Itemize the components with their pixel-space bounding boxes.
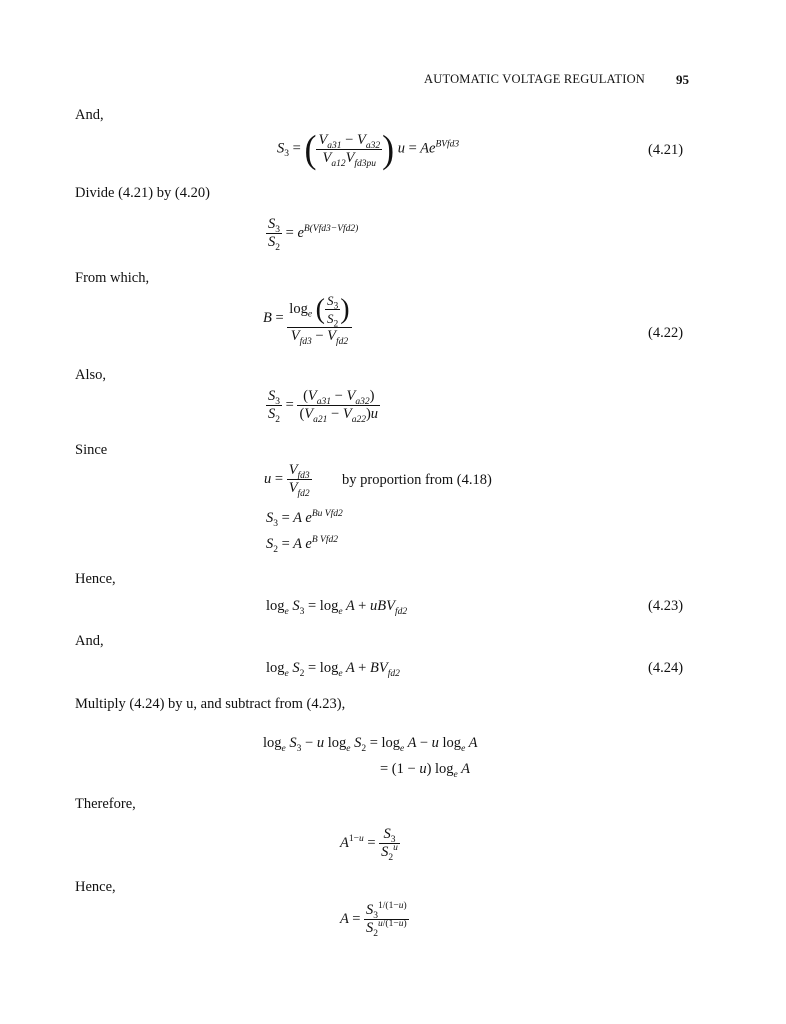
equation-4-21: $S_3$ = ( $\frac{V_{a31} - V_{a32}}{V_{a12}V_{fd3pu}}$ ) $u = Ae^{BVfd3}$ [277, 127, 460, 171]
equation-4-24: $\log_e S_2 = \log_e A + BV_{fd2}$ [266, 660, 400, 679]
text-therefore: Therefore, [75, 796, 136, 812]
page-number: 95 [676, 72, 689, 87]
text-since: Since [75, 442, 108, 458]
text-from-which: From which, [75, 270, 150, 286]
equation-s2-expression: $S_2 = A$ $e^{B Vfd2}$ [266, 535, 338, 555]
equation-number-4-24: (4.24) [648, 660, 684, 676]
text-by-proportion: by proportion from (4.18) [342, 472, 492, 488]
equation-subtraction-line-2: = (1 − u) $\log_e A$ [380, 761, 470, 780]
equation-s3-s2-ratio: $\frac{S_3}{S_2}$ = $\frac{(V_{a31} - V_{a32})}{(V_{a21} - V_{a22})u}$ [268, 388, 379, 425]
equation-s3-expression: $S_3 = A$ $e^{Bu Vfd2}$ [266, 509, 343, 529]
equation-subtraction-line-1: $\log_e S_3 - u$ $\log_e S_2 = \log_e A - u$ $\log_e A$ [263, 735, 478, 754]
equation-4-23: $\log_e S_3 = \log_e A + uBV_{fd2}$ [266, 598, 408, 617]
equation-s3-over-s2: $\frac{S_3}{S_2}$ = $e^{B(Vfd3-Vfd2)}$ [268, 216, 359, 253]
equation-u-definition: u = $\frac{V_{fd3}}{V_{fd2}}$ [264, 462, 310, 499]
running-title: AUTOMATIC VOLTAGE REGULATION [424, 72, 646, 86]
text-hence-2: Hence, [75, 879, 116, 895]
equation-number-4-21: (4.21) [648, 142, 684, 158]
equation-4-22: B = $\log_e$ ( $\frac{S_3}{S_2}$ ) $V_{fd3} - V_{fd2}$ [263, 293, 350, 347]
equation-a-power: $A^{1-u}$ = $\frac{S_3}{S_2^u}$ [340, 826, 398, 863]
text-and-1: And, [75, 107, 104, 123]
text-hence-1: Hence, [75, 571, 116, 587]
text-multiply: Multiply (4.24) by u, and subtract from (4.23), [75, 696, 346, 712]
text-divide: Divide (4.21) by (4.20) [75, 185, 210, 201]
equation-number-4-22: (4.22) [648, 325, 684, 341]
text-also: Also, [75, 367, 107, 383]
equation-number-4-23: (4.23) [648, 598, 684, 614]
text-and-2: And, [75, 633, 104, 649]
equation-a-final: A = $\frac{S_3^{1/(1-u)}}{S_2^{u/(1-u)}}$ [340, 901, 407, 939]
